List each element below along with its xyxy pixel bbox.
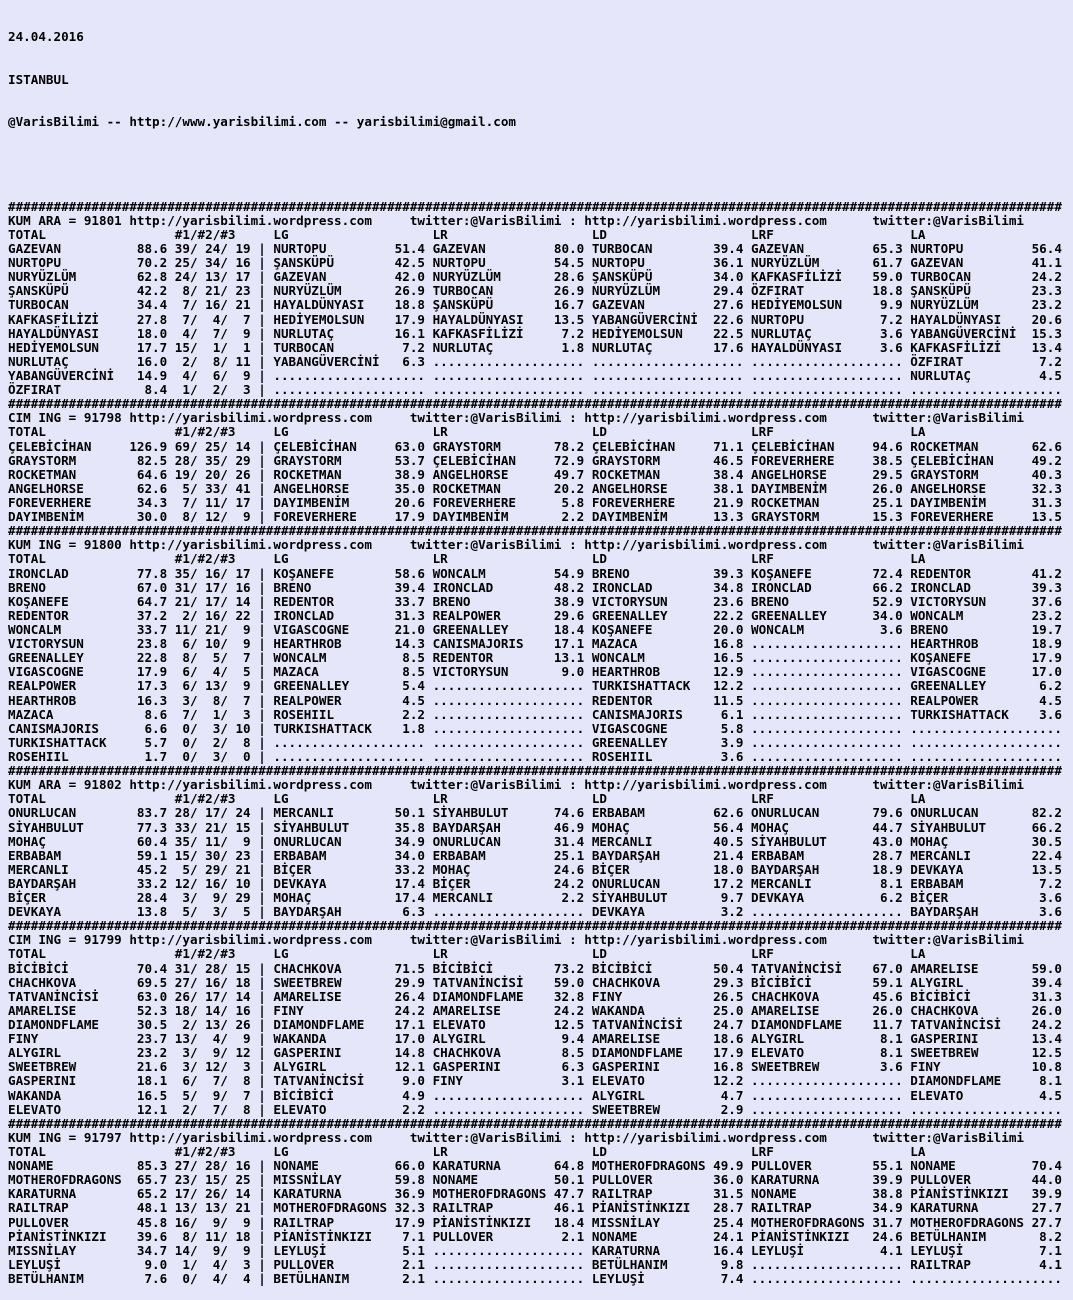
- data-row: BİCİBİCİ 70.4 31/ 28/ 15 | CHACHKOVA 71.5 BİCİBİCİ 73.2 BİCİBİCİ 50.4 TATVANİNCİSİ 67.0 AMARELISE 59.0: [8, 960, 1062, 976]
- data-row: NURTOPU 70.2 25/ 34/ 16 | ŞANSKÜPÜ 42.5 NURTOPU 54.5 NURTOPU 36.1 NURYÜZLÜM 61.7 GAZEVAN 41.1: [8, 255, 1062, 271]
- data-row: RAILTRAP 48.1 13/ 13/ 21 | MOTHEROFDRAGONS 32.3 RAILTRAP 46.1 PİANİSTİNKIZI 28.7 RAILTRAP 34.9 KARATURNA 27.7: [8, 1200, 1062, 1216]
- data-row: MERCANLI 45.2 5/ 29/ 21 | BİÇER 33.2 MOHAÇ 24.6 BİÇER 18.0 BAYDARŞAH 18.9 DEVKAYA 13.5: [8, 861, 1062, 877]
- column-header: TOTAL #1/#2/#3 LG LR LD LRF LA: [8, 1144, 926, 1160]
- data-row: DIAMONDFLAME 30.5 2/ 13/ 26 | DIAMONDFLAME 17.1 ELEVATO 12.5 TATVANİNCİSİ 24.7 DIAMONDFLAME 11.7 TATVANİNCİSİ 24.2: [8, 1017, 1062, 1033]
- sections-container: [8, 200, 1073, 1286]
- section-separator: ###########################################################################################################################################: [8, 198, 1062, 214]
- section-separator: ###########################################################################################################################################: [8, 763, 1062, 779]
- data-row: ROSEHIIL 1.7 0/ 3/ 0 | .................... .................... ROSEHIIL 3.6 .................... ....................: [8, 748, 1062, 764]
- section-91797: [8, 1117, 1073, 1286]
- section-title: KUM ARA = 91802 http://yarisbilimi.wordpress.com twitter:@VarisBilimi : http://yarisbilimi.wordpress.com twitter:@VarisBilimi: [8, 777, 1024, 793]
- data-row: TATVANİNCİSİ 63.0 26/ 17/ 14 | AMARELISE 26.4 DIAMONDFLAME 32.8 FINY 26.5 CHACHKOVA 45.6 BİCİBİCİ 31.3: [8, 988, 1062, 1004]
- data-row: WONCALM 33.7 11/ 21/ 9 | VIGASCOGNE 21.0 GREENALLEY 18.4 KOŞANEFE 20.0 WONCALM 3.6 BRENO 19.7: [8, 621, 1062, 637]
- data-row: KOŞANEFE 64.7 21/ 17/ 14 | REDENTOR 33.7 BRENO 38.9 VICTORYSUN 23.6 BRENO 52.9 VICTORYSUN 37.6: [8, 593, 1062, 609]
- data-row: KAFKASFİLİZİ 27.8 7/ 4/ 7 | HEDİYEMOLSUN 17.9 HAYALDÜNYASI 13.5 YABANGÜVERCİNİ 22.6 NURTOPU 7.2 HAYALDÜNYASI 20.6: [8, 311, 1062, 327]
- data-row: CHACHKOVA 69.5 27/ 16/ 18 | SWEETBREW 29.9 TATVANİNCİSİ 59.0 CHACHKOVA 29.3 BİCİBİCİ 59.1 ALYGIRL 39.4: [8, 974, 1062, 990]
- section-title: KUM ING = 91800 http://yarisbilimi.wordpress.com twitter:@VarisBilimi : http://yarisbilimi.wordpress.com twitter:@VarisBilimi: [8, 537, 1024, 553]
- data-row: REALPOWER 17.3 6/ 13/ 9 | GREENALLEY 5.4 .................... TURKISHATTACK 12.2 .................... GREENALLEY 6.2: [8, 678, 1062, 694]
- data-row: BAYDARŞAH 33.2 12/ 16/ 10 | DEVKAYA 17.4 BİÇER 24.2 ONURLUCAN 17.2 MERCANLI 8.1 ERBABAM 7.2: [8, 875, 1062, 891]
- section-91801: [8, 200, 1073, 398]
- data-row: VIGASCOGNE 17.9 6/ 4/ 5 | MAZACA 8.5 VICTORYSUN 9.0 HEARTHROB 12.9 .................... VIGASCOGNE 17.0: [8, 664, 1062, 680]
- section-91800: [8, 524, 1073, 764]
- column-header: TOTAL #1/#2/#3 LG LR LD LRF LA: [8, 551, 926, 567]
- data-row: ÇELEBİCİHAN 126.9 69/ 25/ 14 | ÇELEBİCİHAN 63.0 GRAYSTORM 78.2 ÇELEBİCİHAN 71.1 ÇELEBİCİHAN 94.6 ROCKETMAN 62.6: [8, 438, 1062, 454]
- data-row: WAKANDA 16.5 5/ 9/ 7 | BİCİBİCİ 4.9 .................... ALYGIRL 4.7 .................... ELEVATO 4.5: [8, 1087, 1062, 1103]
- data-row: LEYLUŞİ 9.0 1/ 4/ 3 | PULLOVER 2.1 .................... BETÜLHANIM 9.8 .................... RAILTRAP 4.1: [8, 1256, 1062, 1272]
- blank-line: [8, 157, 1073, 171]
- section-separator: ###########################################################################################################################################: [8, 918, 1062, 934]
- column-header: TOTAL #1/#2/#3 LG LR LD LRF LA: [8, 791, 926, 807]
- data-row: GASPERINI 18.1 6/ 7/ 8 | TATVANİNCİSİ 9.0 FINY 3.1 ELEVATO 12.2 .................... DIAMONDFLAME 8.1: [8, 1073, 1062, 1089]
- data-row: MOHAÇ 60.4 35/ 11/ 9 | ONURLUCAN 34.9 ONURLUCAN 31.4 MERCANLI 40.5 SİYAHBULUT 43.0 MOHAÇ 30.5: [8, 833, 1062, 849]
- data-row: BİÇER 28.4 3/ 9/ 29 | MOHAÇ 17.4 MERCANLI 2.2 SİYAHBULUT 9.7 DEVKAYA 6.2 BİÇER 3.6: [8, 890, 1062, 906]
- data-row: IRONCLAD 77.8 35/ 16/ 17 | KOŞANEFE 58.6 WONCALM 54.9 BRENO 39.3 KOŞANEFE 72.4 REDENTOR 41.2: [8, 565, 1062, 581]
- data-row: GRAYSTORM 82.5 28/ 35/ 29 | GRAYSTORM 53.7 ÇELEBİCİHAN 72.9 GRAYSTORM 46.5 FOREVERHERE 38.5 ÇELEBİCİHAN 49.2: [8, 452, 1062, 468]
- data-row: CANISMAJORIS 6.6 0/ 3/ 10 | TURKISHATTACK 1.8 .................... VIGASCOGNE 5.8 .................... ....................: [8, 720, 1062, 736]
- section-separator: ###########################################################################################################################################: [8, 523, 1062, 539]
- data-row: PULLOVER 45.8 16/ 9/ 9 | RAILTRAP 17.9 PİANİSTİNKIZI 18.4 MISSNİLAY 25.4 MOTHEROFDRAGONS 31.7 MOTHEROFDRAGONS 27.7: [8, 1214, 1062, 1230]
- report-contact: @VarisBilimi -- http://www.yarisbilimi.com -- yarisbilimi@gmail.com: [8, 113, 516, 129]
- section-title: CIM ING = 91799 http://yarisbilimi.wordpress.com twitter:@VarisBilimi : http://yarisbilimi.wordpress.com twitter:@VarisBilimi: [8, 932, 1024, 948]
- data-row: KARATURNA 65.2 17/ 26/ 14 | KARATURNA 36.9 MOTHEROFDRAGONS 47.7 RAILTRAP 31.5 NONAME 38.8 PİANİSTİNKIZI 39.9: [8, 1186, 1062, 1202]
- data-row: DAYIMBENİM 30.0 8/ 12/ 9 | FOREVERHERE 17.9 DAYIMBENİM 2.2 DAYIMBENİM 13.3 GRAYSTORM 15.3 FOREVERHERE 13.5: [8, 509, 1062, 525]
- section-title: CIM ING = 91798 http://yarisbilimi.wordpress.com twitter:@VarisBilimi : http://yarisbilimi.wordpress.com twitter:@VarisBilimi: [8, 410, 1024, 426]
- data-row: NURLUTAÇ 16.0 2/ 8/ 11 | YABANGÜVERCİNİ 6.3 .................... .................... .................... ÖZFIRAT 7.2: [8, 353, 1062, 369]
- section-title: KUM ARA = 91801 http://yarisbilimi.wordpress.com twitter:@VarisBilimi : http://yarisbilimi.wordpress.com twitter:@VarisBilimi: [8, 212, 1024, 228]
- section-91798: [8, 397, 1073, 524]
- section-91802: [8, 764, 1073, 919]
- data-row: VICTORYSUN 23.8 6/ 10/ 9 | HEARTHROB 14.3 CANISMAJORIS 17.1 MAZACA 16.8 .................... HEARTHROB 18.9: [8, 636, 1062, 652]
- data-row: FINY 23.7 13/ 4/ 9 | WAKANDA 17.0 ALYGIRL 9.4 AMARELISE 18.6 ALYGIRL 8.1 GASPERINI 13.4: [8, 1031, 1062, 1047]
- section-91799: [8, 919, 1073, 1117]
- data-row: HEDİYEMOLSUN 17.7 15/ 1/ 1 | TURBOCAN 7.2 NURLUTAÇ 1.8 NURLUTAÇ 17.6 HAYALDÜNYASI 3.6 KAFKASFİLİZİ 13.4: [8, 339, 1062, 355]
- data-row: GAZEVAN 88.6 39/ 24/ 19 | NURTOPU 51.4 GAZEVAN 80.0 TURBOCAN 39.4 GAZEVAN 65.3 NURTOPU 56.4: [8, 241, 1062, 257]
- data-row: ANGELHORSE 62.6 5/ 33/ 41 | ANGELHORSE 35.0 ROCKETMAN 20.2 ANGELHORSE 38.1 DAYIMBENİM 26.0 ANGELHORSE 32.3: [8, 480, 1062, 496]
- data-row: BETÜLHANIM 7.6 0/ 4/ 4 | BETÜLHANIM 2.1 .................... LEYLUŞİ 7.4 .................... ....................: [8, 1271, 1062, 1286]
- data-row: PİANİSTİNKIZI 39.6 8/ 11/ 18 | PİANİSTİNKIZI 7.1 PULLOVER 2.1 NONAME 24.1 PİANİSTİNKIZI 24.6 BETÜLHANIM 8.2: [8, 1228, 1062, 1244]
- data-row: ALYGIRL 23.2 3/ 9/ 12 | GASPERINI 14.8 CHACHKOVA 8.5 DIAMONDFLAME 17.9 ELEVATO 8.1 SWEETBREW 12.5: [8, 1045, 1062, 1061]
- data-row: MOTHEROFDRAGONS 65.7 23/ 15/ 25 | MISSNİLAY 59.8 NONAME 50.1 PULLOVER 36.0 KARATURNA 39.9 PULLOVER 44.0: [8, 1172, 1062, 1188]
- data-row: HAYALDÜNYASI 18.0 4/ 7/ 9 | NURLUTAÇ 16.1 KAFKASFİLİZİ 7.2 HEDİYEMOLSUN 22.5 NURLUTAÇ 3.6 YABANGÜVERCİNİ 15.3: [8, 325, 1062, 341]
- data-row: FOREVERHERE 34.3 7/ 11/ 17 | DAYIMBENİM 20.6 FOREVERHERE 5.8 FOREVERHERE 21.9 ROCKETMAN 25.1 DAYIMBENİM 31.3: [8, 494, 1062, 510]
- data-row: ELEVATO 12.1 2/ 7/ 8 | ELEVATO 2.2 .................... SWEETBREW 2.9 .................... ....................: [8, 1101, 1062, 1117]
- data-row: ROCKETMAN 64.6 19/ 20/ 26 | ROCKETMAN 38.9 ANGELHORSE 49.7 ROCKETMAN 38.4 ANGELHORSE 29.5 GRAYSTORM 40.3: [8, 466, 1062, 482]
- data-row: BRENO 67.0 31/ 17/ 16 | BRENO 39.4 IRONCLAD 48.2 IRONCLAD 34.8 IRONCLAD 66.2 IRONCLAD 39.3: [8, 579, 1062, 595]
- data-row: GREENALLEY 22.8 8/ 5/ 7 | WONCALM 8.5 REDENTOR 13.1 WONCALM 16.5 .................... KOŞANEFE 17.9: [8, 650, 1062, 666]
- data-row: SWEETBREW 21.6 3/ 12/ 3 | ALYGIRL 12.1 GASPERINI 6.3 GASPERINI 16.8 SWEETBREW 3.6 FINY 10.8: [8, 1059, 1062, 1075]
- data-row: MAZACA 8.6 7/ 1/ 3 | ROSEHIIL 2.2 .................... CANISMAJORIS 6.1 .................... TURKISHATTACK 3.6: [8, 706, 1062, 722]
- data-row: NURYÜZLÜM 62.8 24/ 13/ 17 | GAZEVAN 42.0 NURYÜZLÜM 28.6 ŞANSKÜPÜ 34.0 KAFKASFİLİZİ 59.0 TURBOCAN 24.2: [8, 269, 1062, 285]
- data-row: YABANGÜVERCİNİ 14.9 4/ 6/ 9 | .................... .................... .................... .................... NURLUTAÇ 4.5: [8, 368, 1062, 383]
- column-header: TOTAL #1/#2/#3 LG LR LD LRF LA: [8, 424, 926, 440]
- data-row: DEVKAYA 13.8 5/ 3/ 5 | BAYDARŞAH 6.3 .................... DEVKAYA 3.2 .................... BAYDARŞAH 3.6: [8, 904, 1062, 920]
- column-header: TOTAL #1/#2/#3 LG LR LD LRF LA: [8, 226, 926, 242]
- data-row: MISSNİLAY 34.7 14/ 9/ 9 | LEYLUŞİ 5.1 .................... KARATURNA 16.4 LEYLUŞİ 4.1 LEYLUŞİ 7.1: [8, 1242, 1062, 1258]
- report-city: ISTANBUL: [8, 71, 69, 87]
- section-separator: ###########################################################################################################################################: [8, 1115, 1062, 1131]
- data-row: TURBOCAN 34.4 7/ 16/ 21 | HAYALDÜNYASI 18.8 ŞANSKÜPÜ 16.7 GAZEVAN 27.6 HEDİYEMOLSUN 9.9 NURYÜZLÜM 23.2: [8, 297, 1062, 313]
- section-separator: ###########################################################################################################################################: [8, 396, 1062, 412]
- data-row: ERBABAM 59.1 15/ 30/ 23 | ERBABAM 34.0 ERBABAM 25.1 BAYDARŞAH 21.4 ERBABAM 28.7 MERCANLI 22.4: [8, 847, 1062, 863]
- column-header: TOTAL #1/#2/#3 LG LR LD LRF LA: [8, 946, 926, 962]
- data-row: NONAME 85.3 27/ 28/ 16 | NONAME 66.0 KARATURNA 64.8 MOTHEROFDRAGONS 49.9 PULLOVER 55.1 NONAME 70.4: [8, 1158, 1062, 1174]
- data-row: ÖZFIRAT 8.4 1/ 2/ 3 | .................... .................... .................... .................... ....................: [8, 382, 1062, 398]
- data-row: REDENTOR 37.2 2/ 16/ 22 | IRONCLAD 31.3 REALPOWER 29.6 GREENALLEY 22.2 GREENALLEY 34.0 WONCALM 23.2: [8, 607, 1062, 623]
- data-row: SİYAHBULUT 77.3 33/ 21/ 15 | SİYAHBULUT 35.8 BAYDARŞAH 46.9 MOHAÇ 56.4 MOHAÇ 44.7 SİYAHBULUT 66.2: [8, 819, 1062, 835]
- data-row: HEARTHROB 16.3 3/ 8/ 7 | REALPOWER 4.5 .................... REDENTOR 11.5 .................... REALPOWER 4.5: [8, 692, 1062, 708]
- data-row: ŞANSKÜPÜ 42.2 8/ 21/ 23 | NURYÜZLÜM 26.9 TURBOCAN 26.9 NURYÜZLÜM 29.4 ÖZFIRAT 18.8 ŞANSKÜPÜ 23.3: [8, 283, 1062, 299]
- data-row: ONURLUCAN 83.7 28/ 17/ 24 | MERCANLI 50.1 SİYAHBULUT 74.6 ERBABAM 62.6 ONURLUCAN 79.6 ONURLUCAN 82.2: [8, 805, 1062, 821]
- report-date: 24.04.2016: [8, 29, 84, 45]
- section-title: KUM ING = 91797 http://yarisbilimi.wordpress.com twitter:@VarisBilimi : http://yarisbilimi.wordpress.com twitter:@VarisBilimi: [8, 1129, 1024, 1145]
- data-row: TURKISHATTACK 5.7 0/ 2/ 8 | .................... .................... GREENALLEY 3.9 .................... ....................: [8, 734, 1062, 750]
- data-row: AMARELISE 52.3 18/ 14/ 16 | FINY 24.2 AMARELISE 24.2 WAKANDA 25.0 AMARELISE 26.0 CHACHKOVA 26.0: [8, 1002, 1062, 1018]
